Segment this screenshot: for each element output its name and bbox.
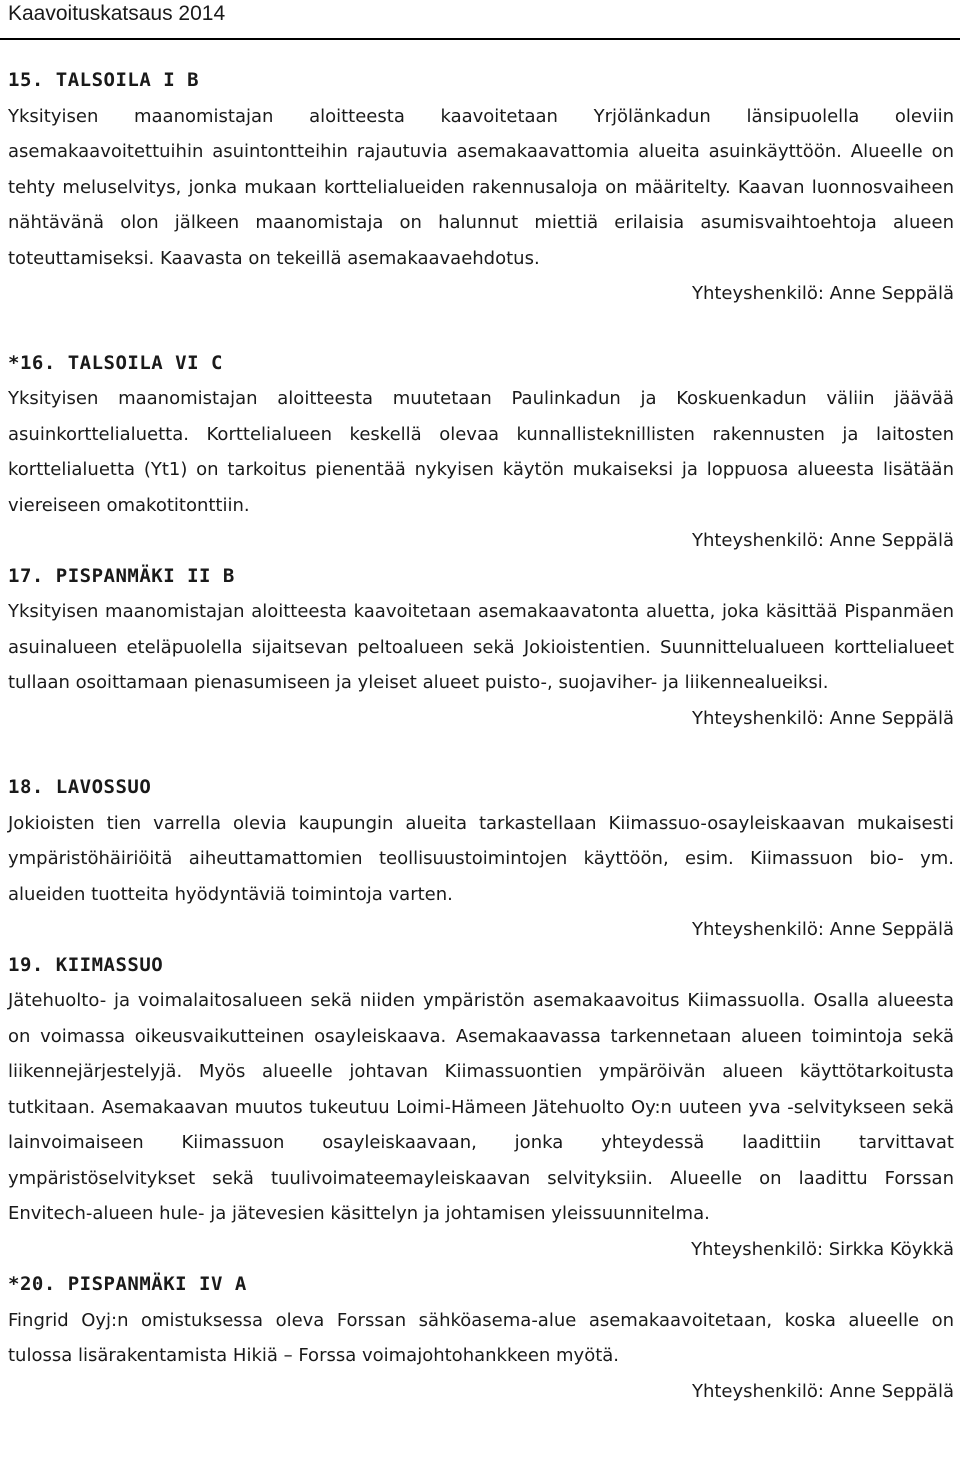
section-text: Fingrid Oyj:n omistuksessa oleva Forssan sähköasema-alue asemakaavoitetaan, koska alueelle on tulossa lisärakentamista Hikiä – Forssa voimajohtohankkeen myötä. [8,1309,954,1366]
document-body [8,63,954,1409]
section-19 [8,948,954,1268]
section-heading: 17. PISPANMÄKI II B [8,564,235,587]
section-heading: 15. TALSOILA I B [8,69,200,91]
header-divider [0,38,960,40]
contact-person: Yhteyshenkilö: Anne Seppälä [691,283,954,304]
document-title: Kaavoituskatsaus 2014 [8,2,226,25]
section-15 [8,63,954,312]
section-heading: 18. LAVOSSUO [8,776,152,798]
section-20 [8,1267,954,1409]
section-16 [8,346,954,559]
section-heading: 19. KIIMASSUO [8,953,164,976]
section-text: Jätehuolto- ja voimalaitosalueen sekä niiden ympäristön asemakaavoitus Kiimassuolla. Osalla alueesta on voimassa oikeusvaikutteinen osayleiskaava. Asemakaavassa tarkennetaan alueen toimintoja sekä liikennejärjestelyjä. Myös alueelle johtavan Kiimassuontien ympäröivän alueen käyttötarkoitusta tutkitaan. Asemakaavan muutos tukeutuu Loimi-Hämeen Jätehuolto Oy:n uuteen yva -selvitykseen sekä lainvoimaiseen Kiimassuon osayleiskaavaan, jonka yhteydessä laadittiin tarvittavat ympäristöselvitykset sekä tuulivoimateemayleiskaavan selvityksiin. Alueelle on laadittu Forssan Envitech-alueen hule- ja jätevesien käsittelyn ja johtamisen yleissuunnitelma. [8,990,954,1224]
contact-person: Yhteyshenkilö: Anne Seppälä [691,707,954,729]
page-header [0,0,960,34]
contact-person: Yhteyshenkilö: Anne Seppälä [691,919,954,940]
contact-person: Yhteyshenkilö: Anne Seppälä [691,1380,954,1402]
section-17 [8,559,954,737]
section-18 [8,770,954,948]
section-heading: *16. TALSOILA VI C [8,351,223,374]
section-text: Yksityisen maanomistajan aloitteesta kaavoitetaan asemakaavatonta aluetta, joka käsittää Pispanmäen asuinalueen eteläpuolella sijaitsevan peltoalueen sekä Jokioistentien. Suunnittelualueen korttelialueet tullaan osoittamaan pienasumiseen ja yleiset alueet puisto-, suojaviher- ja liikennealueiksi. [8,601,954,693]
section-text: Yksityisen maanomistajan aloitteesta muutetaan Paulinkadun ja Koskuenkadun väliin jäävää asuinkorttelialuetta. Korttelialueen keskellä olevaa kunnallisteknillisten rakennusten ja laitosten korttelialuetta (Yt1) on tarkoitus pienentää nykyisen käytön mukaiseksi ja loppuosa alueesta lisätään viereiseen omakotitonttiin. [8,388,954,516]
section-heading: *20. PISPANMÄKI IV A [8,1273,247,1295]
section-text: Jokioisten tien varrella olevia kaupungin alueita tarkastellaan Kiimassuo-osayleiskaavan mukaisesti ympäristöhäiriöitä aiheuttamattomien teollisuustoimintojen käyttöön, esim. Kiimassuon bio- ym. alueiden tuotteita hyödyntäviä toimintoja varten. [8,812,954,905]
section-text: Yksityisen maanomistajan aloitteesta kaavoitetaan Yrjölänkadun länsipuolella oleviin asemakaavoitettuihin asuintontteihin rajautuvia asemakaavattomia alueita asuinkäyttöön. Alueelle on tehty meluselvitys, jonka mukaan korttelialueiden rakennusaloja on määritelty. Kaavan luonnosvaiheen nähtävänä olon jälkeen maanomistaja on halunnut miettiä erilaisia asumisvaihtoehtoja alueen toteuttamiseksi. Kaavasta on tekeillä asemakaavaehdotus. [8,105,954,269]
contact-person: Yhteyshenkilö: Sirkka Köykkä [691,1238,954,1260]
contact-person: Yhteyshenkilö: Anne Seppälä [691,530,954,551]
